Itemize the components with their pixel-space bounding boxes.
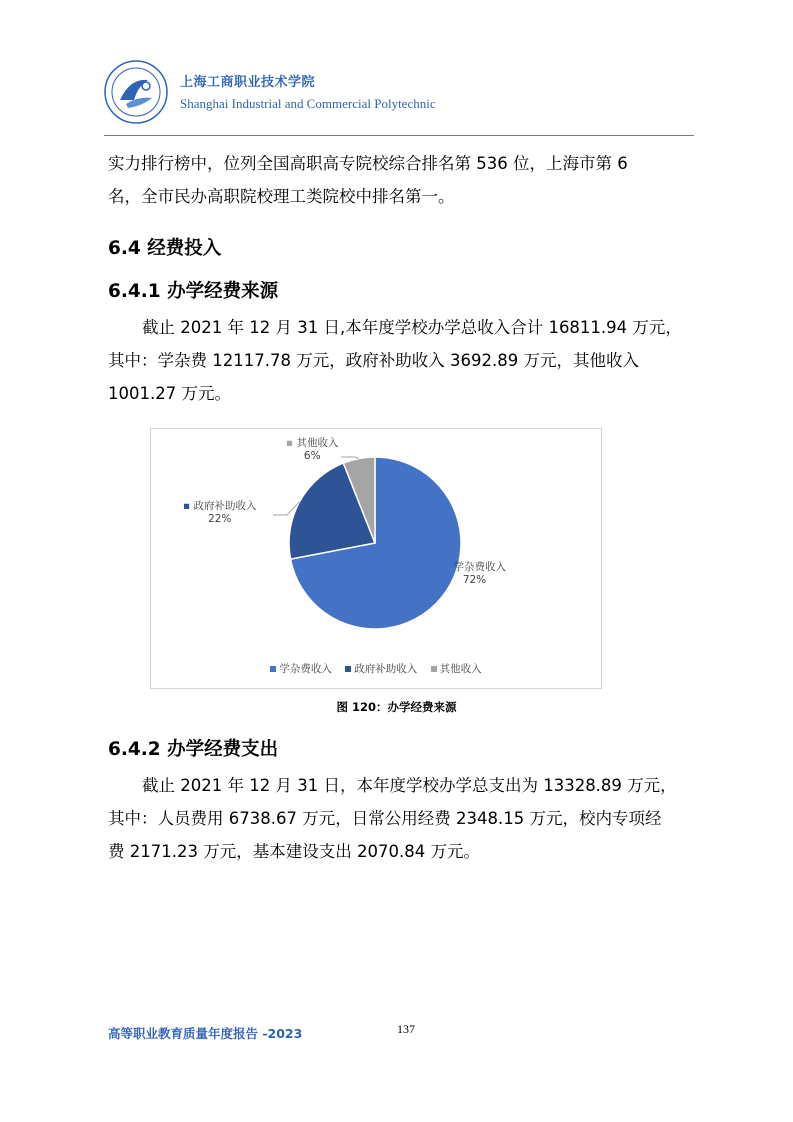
pie-label-swatch: ▪ [183, 500, 191, 512]
intro-paragraph [108, 147, 694, 213]
pie-label-other [286, 435, 338, 462]
paragraph-line: 截止 2021 年 12 月 31 日,本年度学校办学总收入合计 16811.94 万元， [142, 318, 682, 337]
legend-item-other [431, 661, 482, 676]
funding-source-paragraph [108, 311, 694, 410]
pie-label-category: 学杂费收入 [453, 561, 506, 573]
paragraph-line: 截止 2021 年 12 月 31 日，本年度学校办学总支出为 13328.89 万元， [142, 776, 677, 795]
funding-source-pie-chart [150, 428, 602, 689]
pie-label-tuition [443, 559, 506, 586]
legend-label: 政府补助收入 [354, 663, 418, 675]
paragraph-line: 其中：学杂费 12117.78 万元，政府补助收入 3692.89 万元，其他收入 [108, 351, 639, 370]
report-title-footer: 高等职业教育质量年度报告 -2023 [108, 1026, 303, 1041]
legend-item-tuition [270, 661, 332, 676]
legend-label: 其他收入 [439, 663, 482, 675]
leader-line-other [341, 457, 359, 459]
paragraph-line: 名，全市民办高职院校理工类院校中排名第一。 [108, 187, 455, 206]
legend-label: 学杂费收入 [279, 663, 332, 675]
legend-swatch [270, 666, 276, 672]
legend-swatch [431, 666, 437, 672]
school-name-cn: 上海工商职业技术学院 [180, 75, 316, 90]
paragraph-line: 实力排行榜中，位列全国高职高专院校综合排名第 536 位，上海市第 6 [108, 154, 628, 173]
pie-label-value: 72% [462, 574, 487, 586]
pie-label-value: 6% [303, 450, 321, 462]
paragraph-line: 1001.27 万元。 [108, 384, 231, 403]
section-heading-6-4-1: 6.4.1 办学经费来源 [108, 281, 279, 302]
pie-label-government [183, 498, 256, 525]
pie-label-category: 其他收入 [296, 437, 339, 449]
paragraph-line: 其中：人员费用 6738.67 万元，日常公用经费 2348.15 万元，校内专项经 [108, 809, 662, 828]
pie-label-category: 政府补助收入 [193, 500, 257, 512]
figure-caption: 图 120：办学经费来源 [336, 700, 457, 714]
header-divider [104, 135, 694, 136]
funding-expenditure-paragraph [108, 769, 694, 868]
section-heading-6-4-2: 6.4.2 办学经费支出 [108, 739, 279, 760]
pie-chart-canvas [151, 429, 601, 688]
paragraph-line: 费 2171.23 万元，基本建设支出 2070.84 万元。 [108, 842, 480, 861]
legend-swatch [345, 666, 351, 672]
chart-legend [151, 661, 601, 676]
section-heading-6-4: 6.4 经费投入 [108, 238, 222, 259]
pie-label-swatch: ▪ [443, 561, 451, 573]
legend-item-government [345, 661, 417, 676]
pie-label-value: 22% [208, 513, 232, 525]
school-logo [104, 60, 168, 124]
page-number: 137 [397, 1022, 415, 1036]
page-header [104, 58, 694, 136]
pie-label-swatch: ▪ [286, 437, 294, 449]
school-name-en: Shanghai Industrial and Commercial Polytechnic [180, 96, 436, 111]
